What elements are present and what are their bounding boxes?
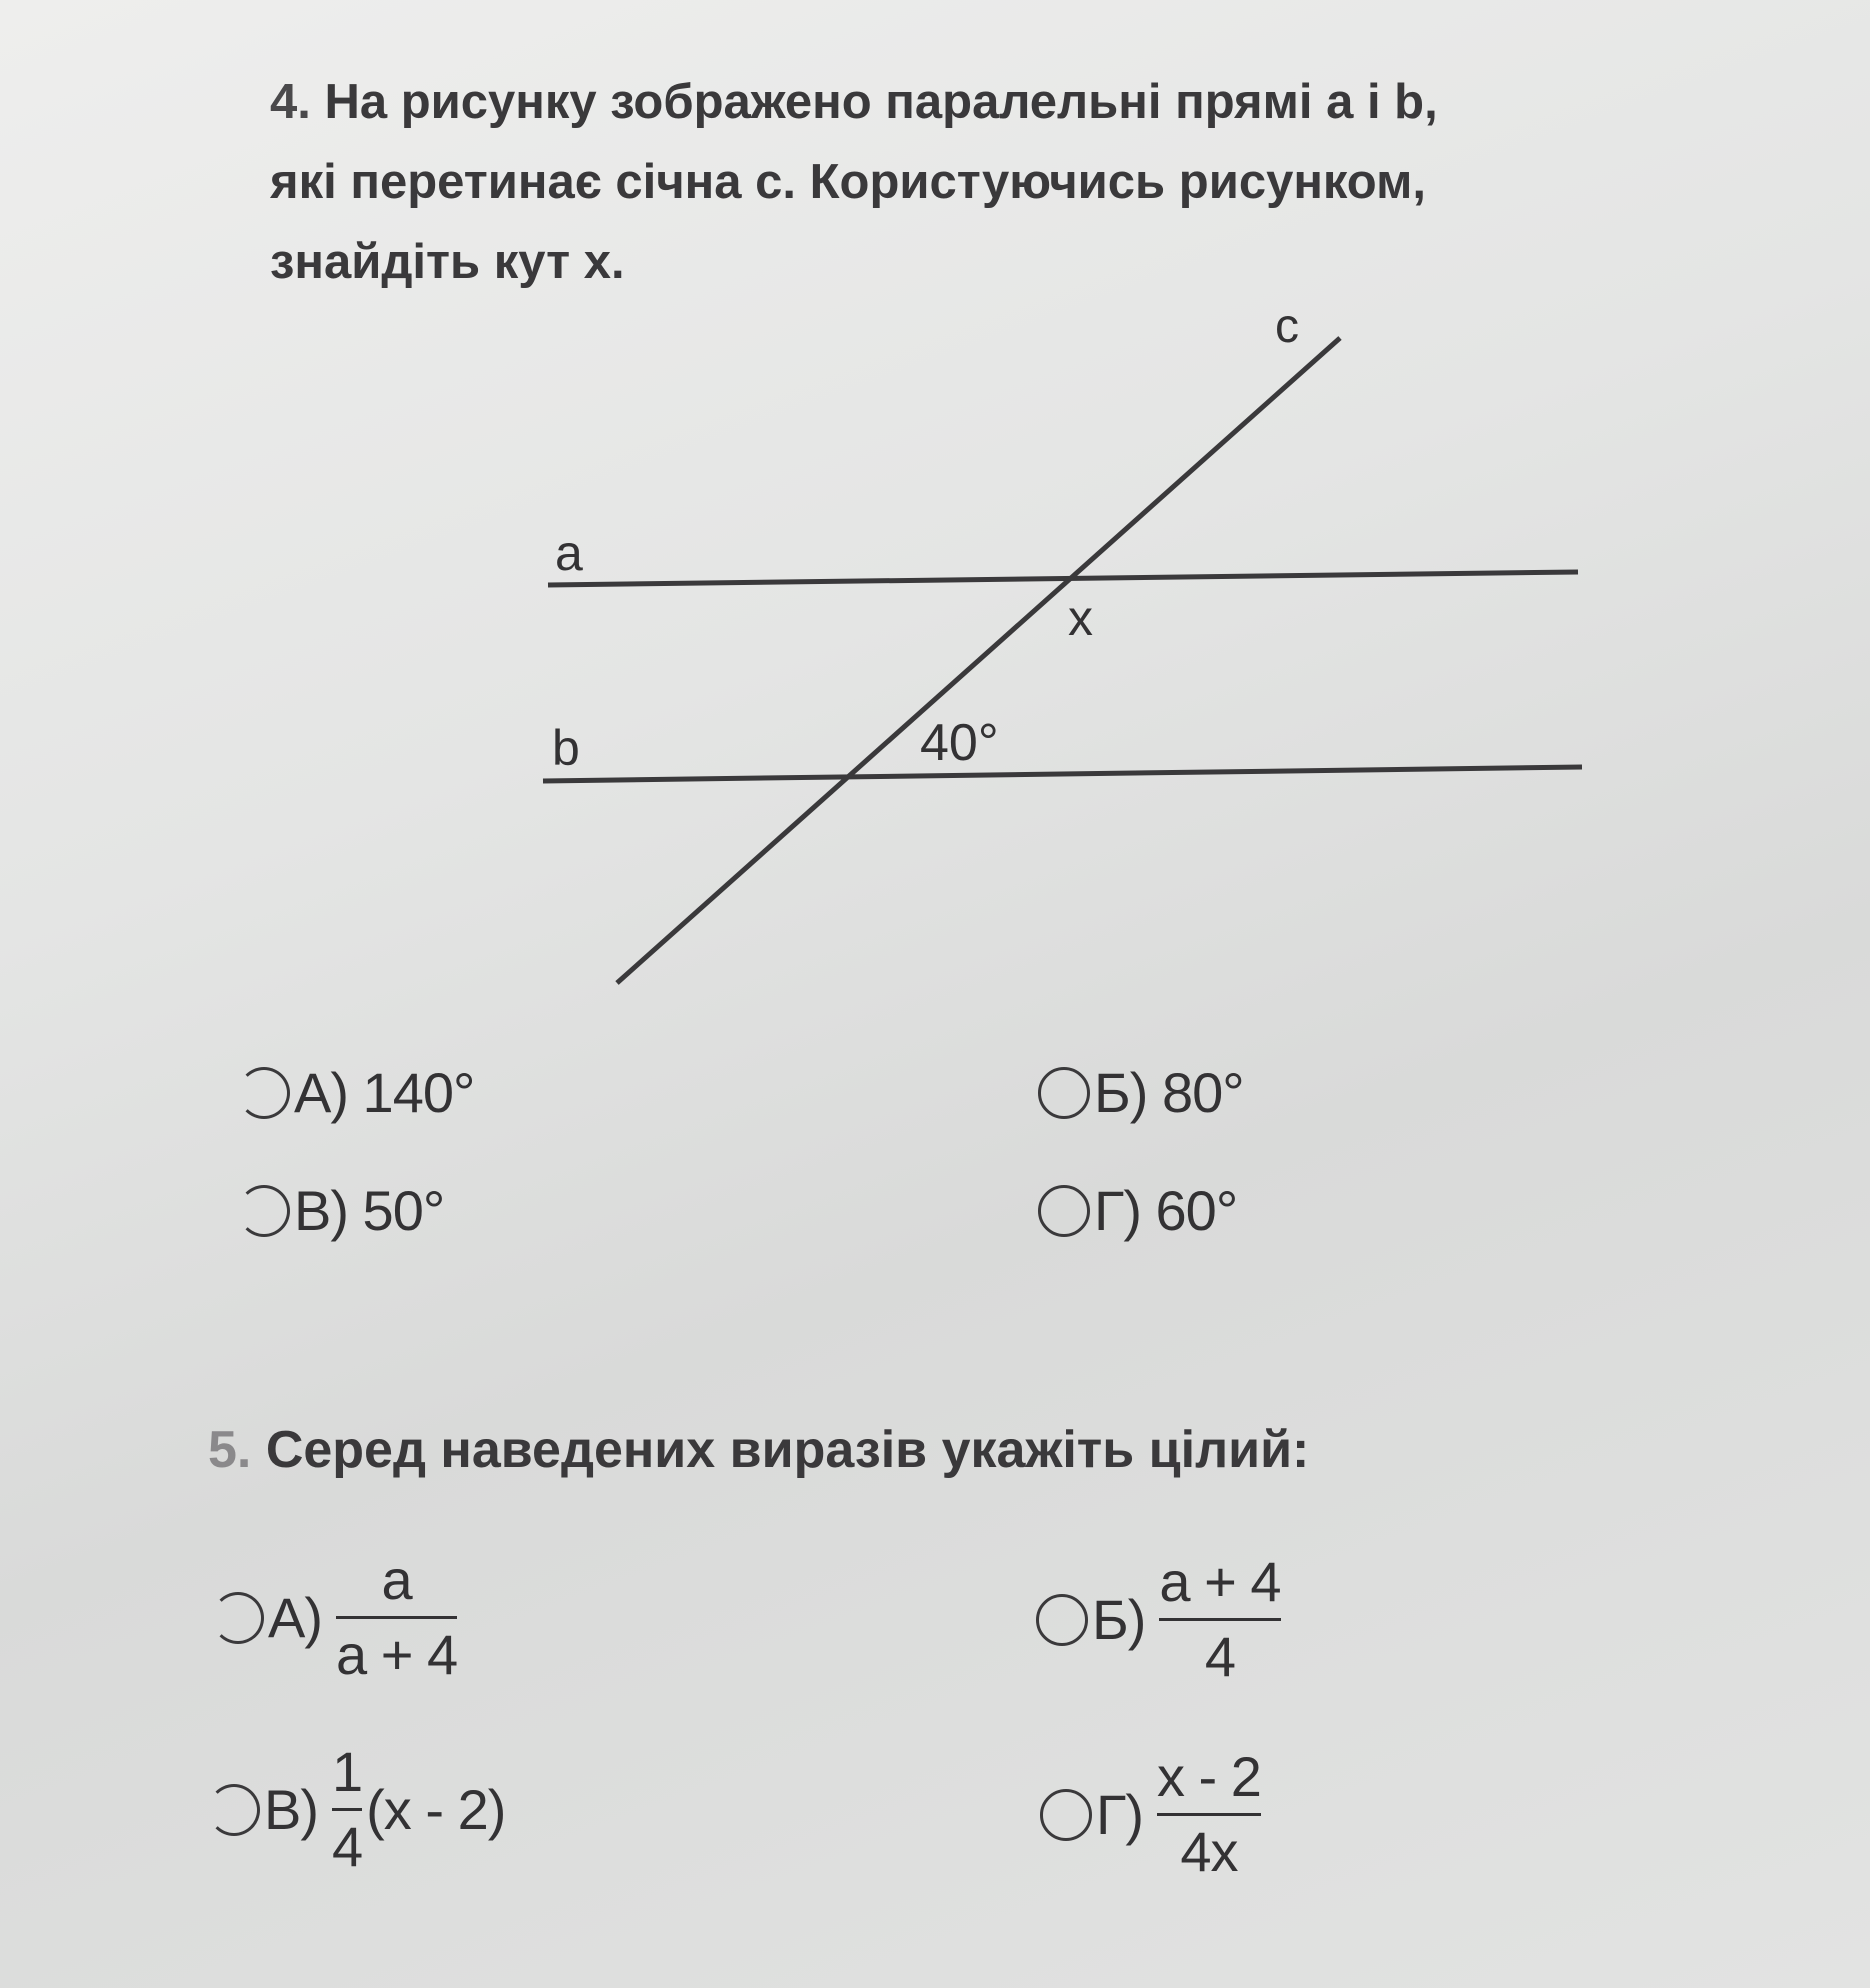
q5-option-c-letter: В): [264, 1778, 318, 1841]
q4-option-a-label: А) 140°: [294, 1061, 475, 1124]
question-4-line-2: які перетинає січна c. Користуючись рисунком,: [270, 155, 1426, 209]
q5-option-c[interactable]: [208, 1740, 505, 1879]
fraction: [332, 1740, 362, 1879]
q4-option-c-label: В) 50°: [294, 1179, 445, 1242]
question-4-line-3: знайдіть кут x.: [270, 235, 625, 289]
question-4-line-1: На рисунку зображено паралельні прямі a і b,: [324, 75, 1438, 129]
fraction: [336, 1548, 457, 1687]
q4-option-b[interactable]: [1038, 1060, 1244, 1125]
numerator: 1: [332, 1740, 363, 1803]
numerator: x - 2: [1156, 1745, 1261, 1808]
label-b: b: [552, 720, 580, 776]
q5-option-b[interactable]: [1036, 1550, 1281, 1689]
denominator: 4: [332, 1815, 363, 1878]
radio-icon[interactable]: [238, 1067, 290, 1119]
radio-icon[interactable]: [1038, 1067, 1090, 1119]
question-5-prompt: Серед наведених виразів укажіть цілий:: [251, 1421, 1310, 1479]
question-4-number: 4.: [270, 75, 311, 129]
q5-option-d-letter: Г): [1096, 1783, 1143, 1846]
fraction-bar: [1159, 1618, 1280, 1621]
radio-icon[interactable]: [1040, 1789, 1092, 1841]
q4-option-d[interactable]: [1038, 1178, 1237, 1243]
line-b: [543, 767, 1582, 781]
line-c: [617, 338, 1340, 983]
expression-tail: (x - 2): [366, 1778, 506, 1841]
radio-icon[interactable]: [1038, 1185, 1090, 1237]
radio-icon[interactable]: [238, 1185, 290, 1237]
label-angle-40: 40°: [920, 714, 999, 772]
q4-option-c[interactable]: [238, 1178, 444, 1243]
numerator: a: [381, 1548, 412, 1611]
denominator: 4x: [1180, 1820, 1238, 1883]
question-5-text: [208, 1420, 1309, 1480]
fraction-bar: [336, 1616, 457, 1619]
q4-option-b-label: Б) 80°: [1094, 1061, 1244, 1124]
fraction-bar: [1157, 1813, 1261, 1816]
denominator: 4: [1204, 1625, 1236, 1688]
label-c: c: [1275, 300, 1299, 353]
radio-icon[interactable]: [212, 1592, 264, 1644]
radio-icon[interactable]: [208, 1784, 260, 1836]
numerator: a + 4: [1159, 1550, 1281, 1613]
fraction: [1157, 1745, 1261, 1884]
label-a: a: [555, 525, 583, 581]
q5-option-a[interactable]: [212, 1548, 457, 1687]
q4-option-d-label: Г) 60°: [1094, 1179, 1238, 1242]
radio-icon[interactable]: [1036, 1594, 1088, 1646]
q4-option-a[interactable]: [238, 1060, 474, 1125]
q5-option-d[interactable]: [1040, 1745, 1261, 1884]
q5-option-b-letter: Б): [1092, 1588, 1146, 1651]
fraction: [1159, 1550, 1280, 1689]
q5-option-a-letter: А): [268, 1586, 322, 1649]
fraction-bar: [332, 1808, 362, 1811]
question-5-number: 5.: [208, 1421, 252, 1479]
label-x: x: [1068, 590, 1093, 646]
denominator: a + 4: [336, 1623, 458, 1686]
